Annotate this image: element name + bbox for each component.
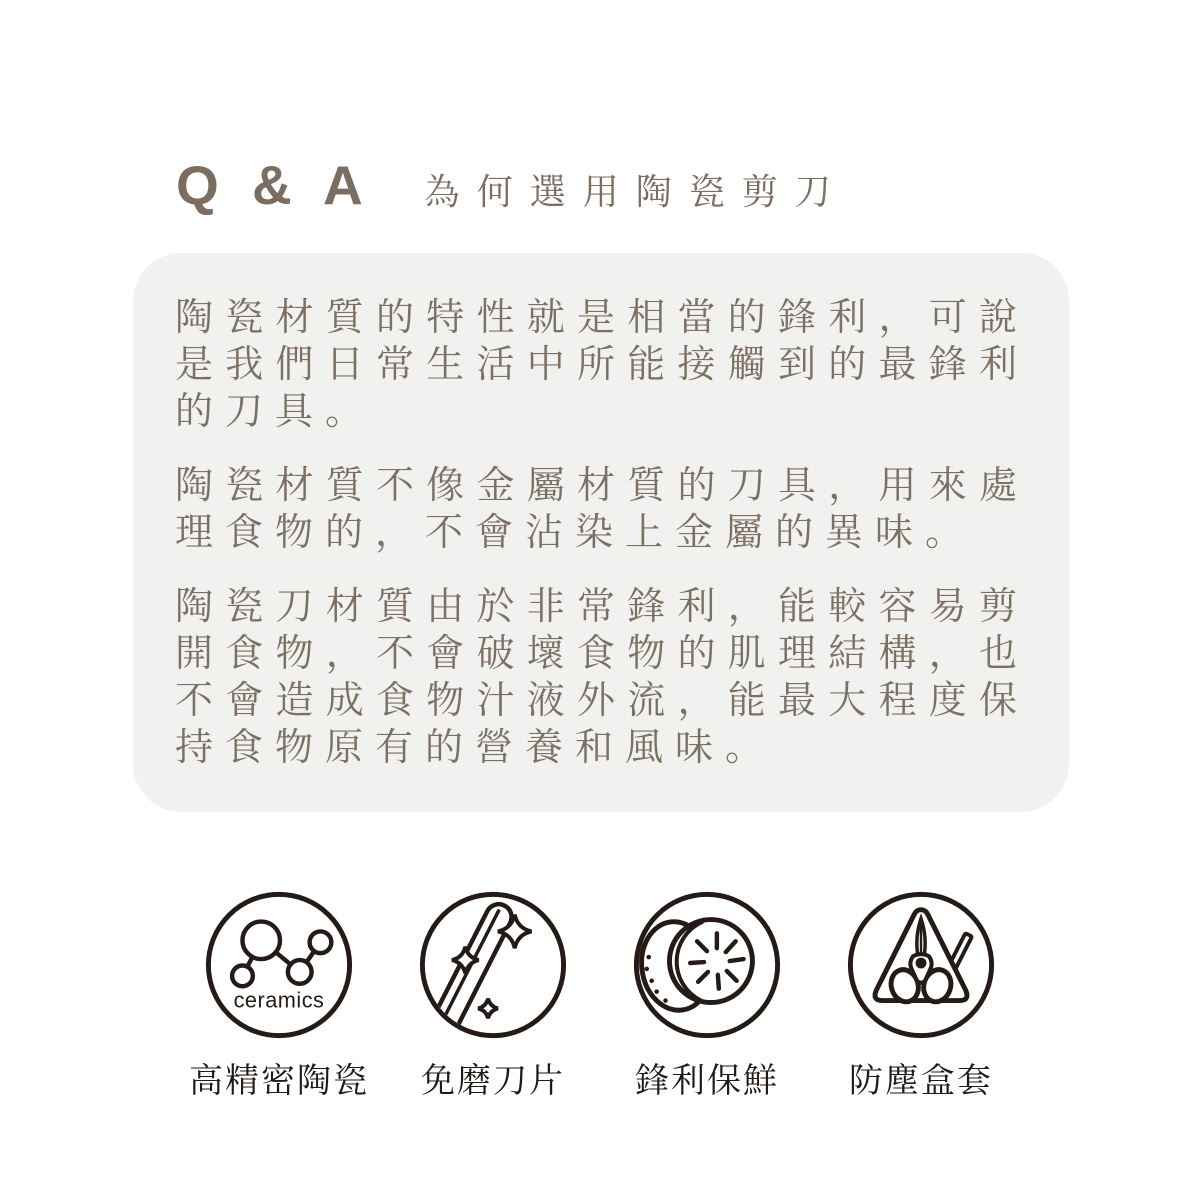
qa-subtitle: 為何選用陶瓷剪刀 (423, 171, 848, 212)
description-paragraph: 陶瓷材質的特性就是相當的鋒利，可說是我們日常生活中所能接觸到的最鋒利的刀具。 (175, 297, 1029, 433)
description-paragraph: 陶瓷材質不像金屬材質的刀具，用來處理食物的，不會沾染上金屬的異味。 (175, 465, 1029, 554)
blade-sparkle-icon (414, 886, 572, 1044)
feature-label-case: 防塵盒套 (849, 1062, 993, 1100)
scissors-case-icon (842, 886, 1000, 1044)
feature-label-ceramics: 高精密陶瓷 (189, 1062, 369, 1100)
feature-label-fresh: 鋒利保鮮 (635, 1062, 779, 1100)
feature-row (0, 886, 1200, 1102)
qa-title: Q & A (176, 154, 372, 216)
kiwi-slice-icon (628, 886, 786, 1044)
description-paragraph: 陶瓷刀材質由於非常鋒利，能較容易剪開食物，不會破壞食物的肌理結構，也不會造成食物汁液外流，能最大程度保持食物原有的營養和風味。 (175, 586, 1029, 769)
feature-dust-case (842, 886, 1000, 1102)
section-header (176, 154, 848, 216)
molecule-ceramics-icon (200, 886, 358, 1044)
feature-label-blade: 免磨刀片 (421, 1062, 565, 1100)
ceramics-badge-text: ceramics (233, 987, 325, 1013)
description-panel (133, 253, 1069, 812)
feature-no-sharpen-blade (414, 886, 572, 1102)
feature-fresh-cut (628, 886, 786, 1102)
feature-ceramics (189, 886, 369, 1102)
